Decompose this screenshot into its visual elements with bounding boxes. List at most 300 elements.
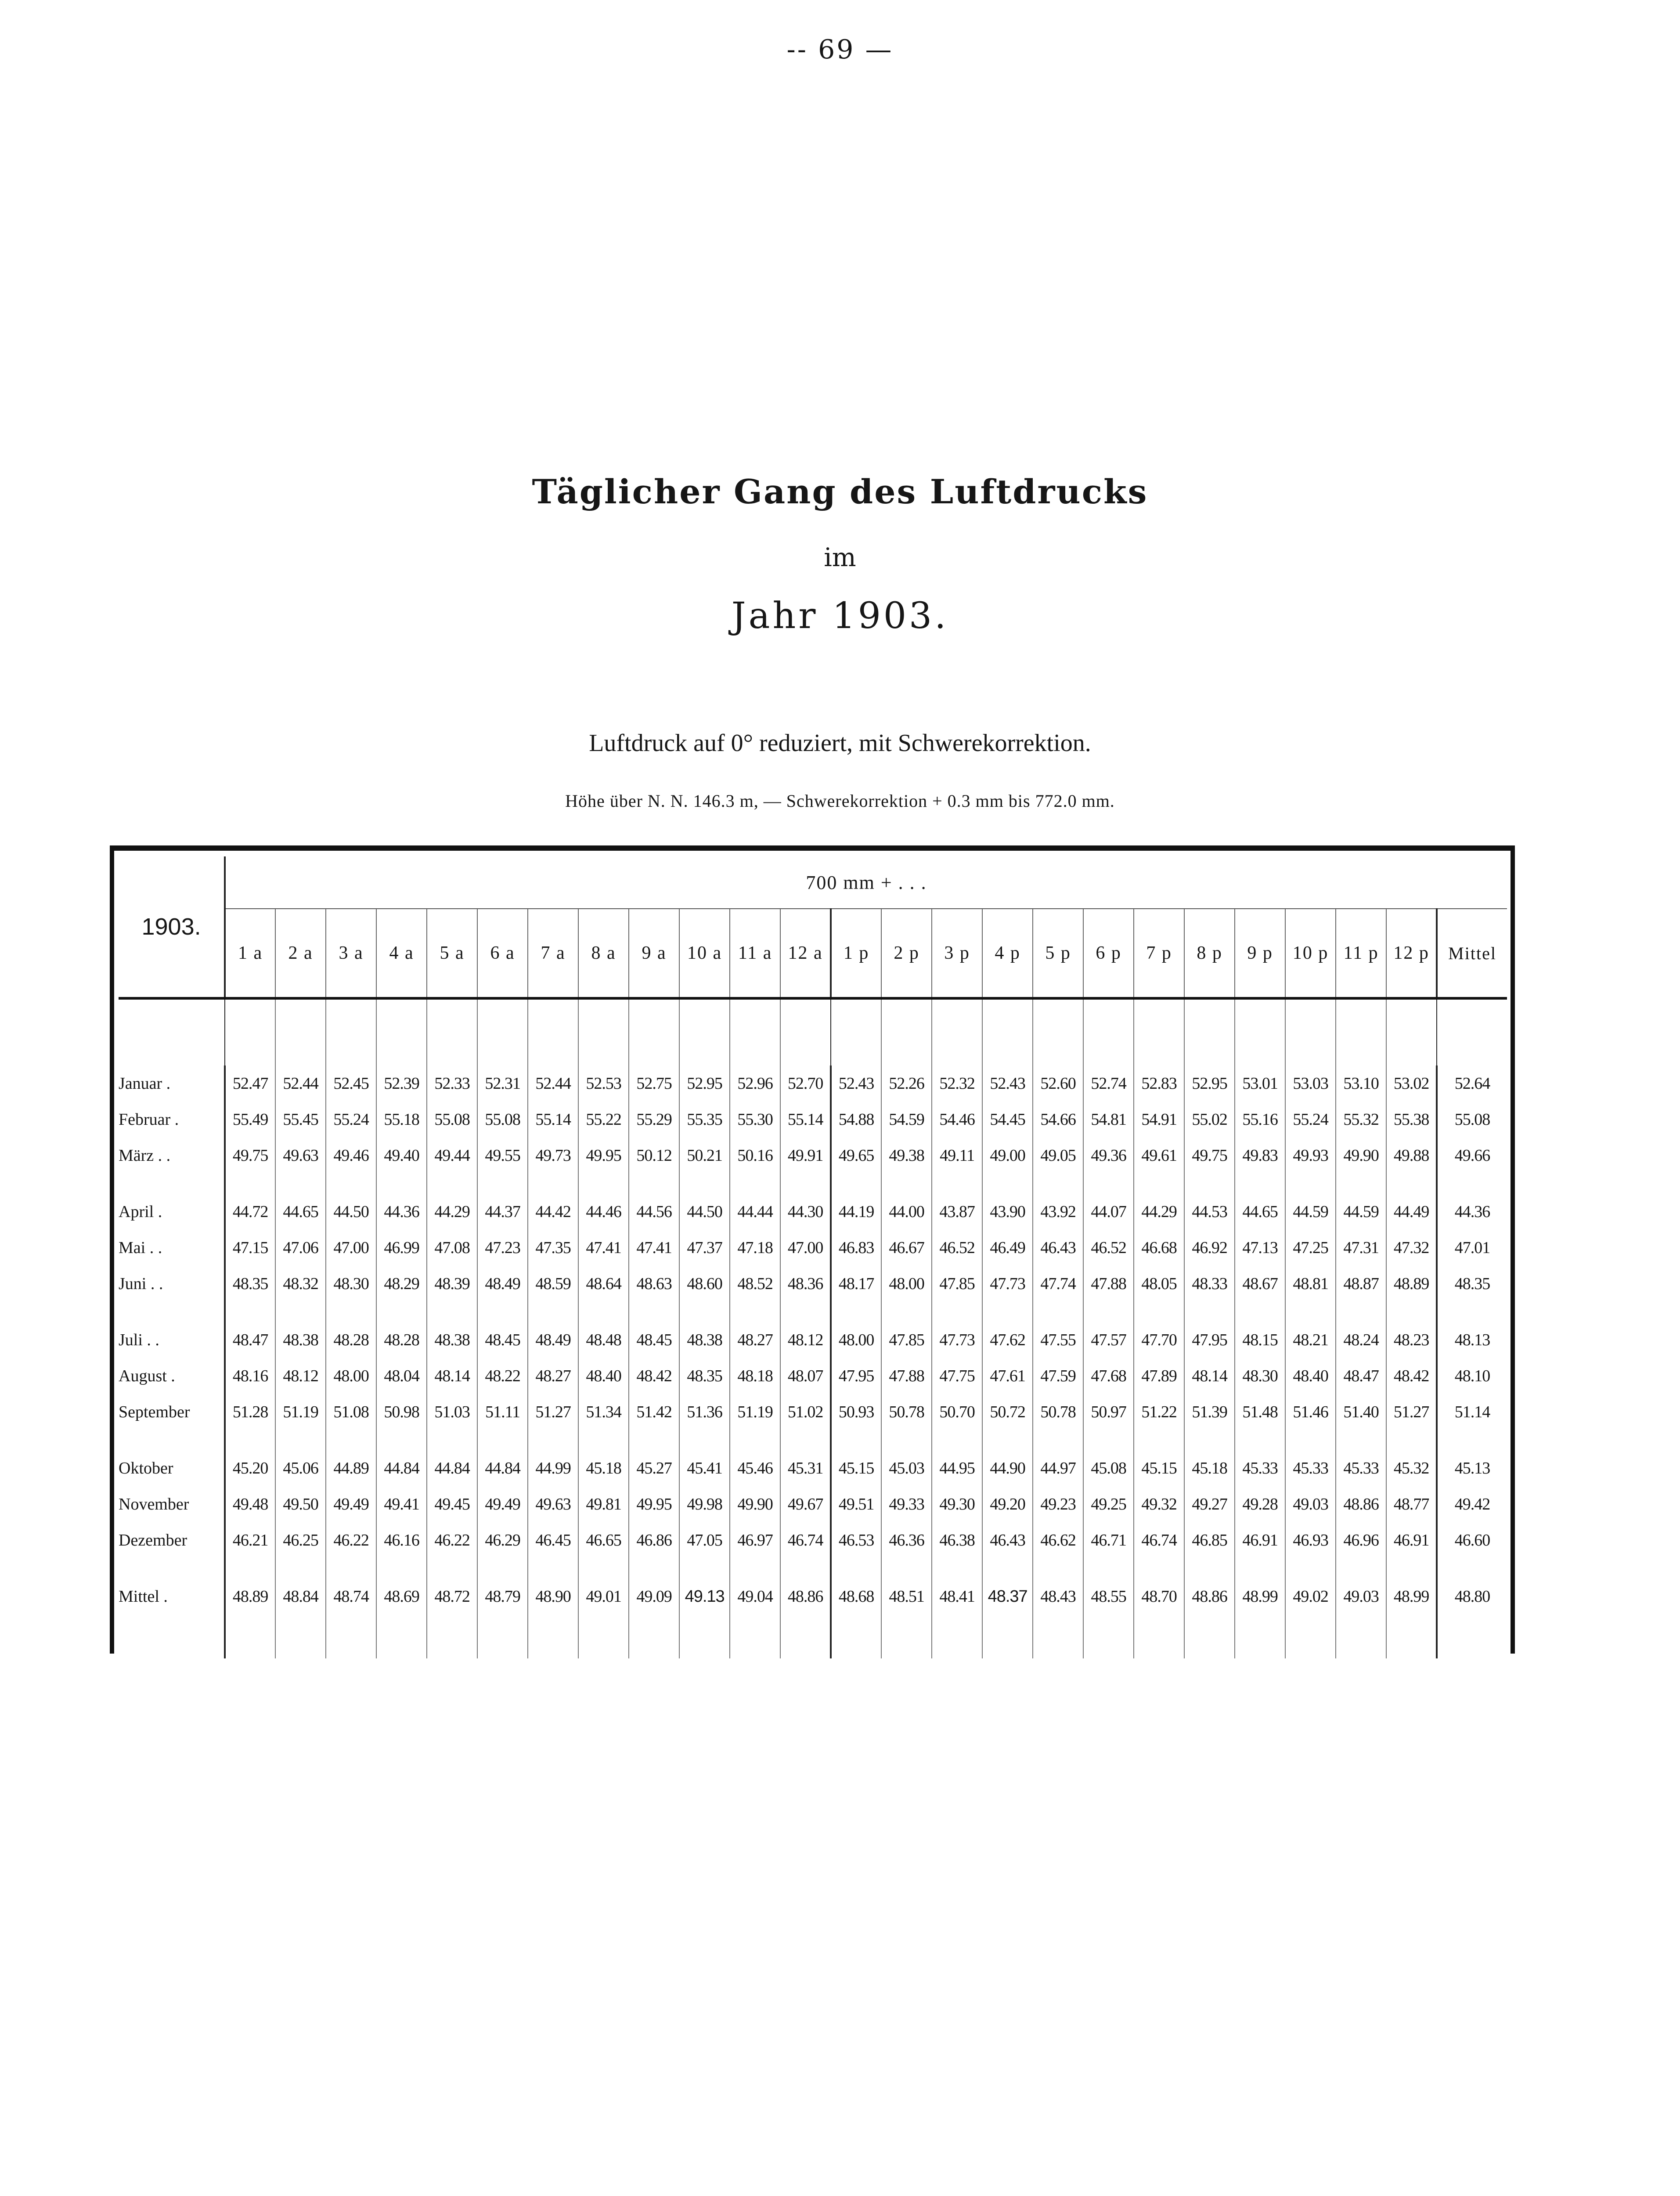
pressure-value: 47.00	[326, 1230, 376, 1266]
pressure-value: 48.89	[1386, 1266, 1437, 1302]
hour-header: 3 p	[932, 909, 982, 998]
pressure-value: 46.49	[982, 1230, 1033, 1266]
pressure-value: 49.73	[528, 1138, 578, 1174]
pressure-value: 48.99	[1235, 1578, 1285, 1614]
pressure-value: 46.52	[932, 1230, 982, 1266]
pressure-value: 55.45	[275, 1102, 326, 1138]
pressure-value: 44.36	[376, 1194, 427, 1230]
pressure-value: 44.72	[225, 1194, 275, 1230]
pressure-value: 52.53	[578, 1065, 629, 1102]
pressure-value: 46.62	[1033, 1522, 1083, 1558]
pressure-value: 49.49	[477, 1486, 528, 1522]
pressure-value: 49.75	[225, 1138, 275, 1174]
pressure-value: 50.72	[982, 1394, 1033, 1430]
pressure-value: 55.14	[528, 1102, 578, 1138]
pressure-value: 45.18	[578, 1450, 629, 1486]
pressure-value: 47.15	[225, 1230, 275, 1266]
month-label: Februar .	[119, 1110, 179, 1129]
pressure-value: 49.83	[1235, 1138, 1285, 1174]
pressure-value: 48.04	[376, 1358, 427, 1394]
mean-value: 48.35	[1437, 1266, 1507, 1302]
pressure-value: 48.45	[629, 1322, 679, 1358]
pressure-value: 49.41	[376, 1486, 427, 1522]
mean-value: 49.42	[1437, 1486, 1507, 1522]
pressure-value: 50.16	[730, 1138, 780, 1174]
pressure-value: 44.56	[629, 1194, 679, 1230]
pressure-value: 48.41	[932, 1578, 982, 1614]
pressure-value: 46.74	[1134, 1522, 1184, 1558]
pressure-value: 44.37	[477, 1194, 528, 1230]
pressure-value: 48.86	[1336, 1486, 1386, 1522]
pressure-value: 47.85	[881, 1322, 932, 1358]
pressure-value: 44.50	[679, 1194, 730, 1230]
month-label: Juni . .	[119, 1275, 163, 1293]
pressure-value: 47.85	[932, 1266, 982, 1302]
pressure-value: 44.44	[730, 1194, 780, 1230]
pressure-value: 48.40	[578, 1358, 629, 1394]
pressure-value: 48.22	[477, 1358, 528, 1394]
month-label: Mai . .	[119, 1239, 162, 1257]
pressure-value: 47.41	[578, 1230, 629, 1266]
pressure-value: 49.51	[831, 1486, 881, 1522]
pressure-value: 49.27	[1184, 1486, 1235, 1522]
pressure-value: 48.14	[1184, 1358, 1235, 1394]
pressure-value: 53.10	[1336, 1065, 1386, 1102]
pressure-value: 46.45	[528, 1522, 578, 1558]
pressure-value: 48.35	[225, 1266, 275, 1302]
hour-header: 10 p	[1285, 909, 1336, 998]
pressure-value: 54.88	[831, 1102, 881, 1138]
pressure-value: 52.95	[679, 1065, 730, 1102]
pressure-value: 45.15	[1134, 1450, 1184, 1486]
pressure-value: 50.70	[932, 1394, 982, 1430]
hour-header: 4 p	[982, 909, 1033, 998]
pressure-value: 44.49	[1386, 1194, 1437, 1230]
pressure-value: 47.25	[1285, 1230, 1336, 1266]
pressure-value: 49.00	[982, 1138, 1033, 1174]
pressure-value: 46.22	[427, 1522, 477, 1558]
pressure-value: 43.90	[982, 1194, 1033, 1230]
pressure-value: 52.39	[376, 1065, 427, 1102]
pressure-value: 44.29	[1134, 1194, 1184, 1230]
pressure-value: 45.08	[1083, 1450, 1134, 1486]
table-row	[119, 1450, 1507, 1486]
month-label: Dezember	[119, 1531, 187, 1549]
pressure-value: 48.60	[679, 1266, 730, 1302]
pressure-value: 46.21	[225, 1522, 275, 1558]
pressure-value: 45.18	[1184, 1450, 1235, 1486]
mean-value: 48.80	[1437, 1578, 1507, 1614]
pressure-value: 48.30	[1235, 1358, 1285, 1394]
pressure-value: 48.47	[1336, 1358, 1386, 1394]
pressure-value: 52.45	[326, 1065, 376, 1102]
pressure-value: 48.27	[730, 1322, 780, 1358]
pressure-value: 45.33	[1336, 1450, 1386, 1486]
pressure-value: 48.07	[780, 1358, 831, 1394]
pressure-value: 48.69	[376, 1578, 427, 1614]
hour-header: 5 p	[1033, 909, 1083, 998]
hour-header: 7 p	[1134, 909, 1184, 998]
pressure-value: 46.99	[376, 1230, 427, 1266]
pressure-value: 47.70	[1134, 1322, 1184, 1358]
pressure-value: 47.57	[1083, 1322, 1134, 1358]
pressure-value: 51.40	[1336, 1394, 1386, 1430]
pressure-value: 44.84	[427, 1450, 477, 1486]
pressure-value: 49.88	[1386, 1138, 1437, 1174]
pressure-value: 48.52	[730, 1266, 780, 1302]
pressure-value: 44.42	[528, 1194, 578, 1230]
pressure-value: 52.44	[528, 1065, 578, 1102]
pressure-value: 49.33	[881, 1486, 932, 1522]
pressure-value: 48.15	[1235, 1322, 1285, 1358]
pressure-value: 48.51	[881, 1578, 932, 1614]
pressure-value: 49.63	[275, 1138, 326, 1174]
pressure-value: 52.95	[1184, 1065, 1235, 1102]
pressure-value: 45.27	[629, 1450, 679, 1486]
pressure-value: 48.59	[528, 1266, 578, 1302]
pressure-value: 48.28	[326, 1322, 376, 1358]
pressure-value: 48.14	[427, 1358, 477, 1394]
pressure-value: 44.97	[1033, 1450, 1083, 1486]
pressure-value: 50.98	[376, 1394, 427, 1430]
mean-value: 49.66	[1437, 1138, 1507, 1174]
pressure-value: 55.14	[780, 1102, 831, 1138]
spacer-row	[119, 1558, 1507, 1578]
mean-value: 48.13	[1437, 1322, 1507, 1358]
pressure-value: 44.95	[932, 1450, 982, 1486]
pressure-value: 55.16	[1235, 1102, 1285, 1138]
pressure-value: 46.68	[1134, 1230, 1184, 1266]
pressure-value: 47.95	[1184, 1322, 1235, 1358]
pressure-value: 48.43	[1033, 1578, 1083, 1614]
pressure-value: 47.31	[1336, 1230, 1386, 1266]
pressure-value: 49.49	[326, 1486, 376, 1522]
pressure-value: 47.59	[1033, 1358, 1083, 1394]
pressure-value: 45.06	[275, 1450, 326, 1486]
hour-header: 8 a	[578, 909, 629, 998]
pressure-value: 47.62	[982, 1322, 1033, 1358]
pressure-value: 48.38	[275, 1322, 326, 1358]
pressure-value: 44.65	[275, 1194, 326, 1230]
pressure-value: 48.39	[427, 1266, 477, 1302]
pressure-value: 49.38	[881, 1138, 932, 1174]
pressure-table	[119, 856, 1507, 1658]
pressure-value: 52.96	[730, 1065, 780, 1102]
pressure-value: 54.45	[982, 1102, 1033, 1138]
hour-header: 12 a	[780, 909, 831, 998]
pressure-value: 49.93	[1285, 1138, 1336, 1174]
pressure-value: 49.30	[932, 1486, 982, 1522]
pressure-value: 48.00	[326, 1358, 376, 1394]
pressure-value: 51.22	[1134, 1394, 1184, 1430]
spacer-row	[119, 1302, 1507, 1322]
pressure-value: 46.16	[376, 1522, 427, 1558]
pressure-value: 55.30	[730, 1102, 780, 1138]
table-row	[119, 1322, 1507, 1358]
pressure-value: 48.55	[1083, 1578, 1134, 1614]
month-label: Mittel .	[119, 1587, 168, 1606]
pressure-value: 51.08	[326, 1394, 376, 1430]
pressure-value: 48.40	[1285, 1358, 1336, 1394]
pressure-value: 47.88	[881, 1358, 932, 1394]
pressure-value: 51.48	[1235, 1394, 1285, 1430]
pressure-value: 48.64	[578, 1266, 629, 1302]
pressure-value: 47.00	[780, 1230, 831, 1266]
pressure-value: 49.61	[1134, 1138, 1184, 1174]
pressure-value: 49.63	[528, 1486, 578, 1522]
unit-header: 700 mm + . . .	[225, 856, 1507, 909]
pressure-value: 48.89	[225, 1578, 275, 1614]
pressure-value: 44.84	[376, 1450, 427, 1486]
pressure-value: 44.84	[477, 1450, 528, 1486]
pressure-value: 48.86	[1184, 1578, 1235, 1614]
pressure-value: 46.91	[1386, 1522, 1437, 1558]
pressure-value: 52.44	[275, 1065, 326, 1102]
pressure-value: 47.73	[932, 1322, 982, 1358]
hour-header: 4 a	[376, 909, 427, 998]
pressure-value: 55.18	[376, 1102, 427, 1138]
pressure-value: 54.66	[1033, 1102, 1083, 1138]
pressure-value: 47.74	[1033, 1266, 1083, 1302]
hour-header: 12 p	[1386, 909, 1437, 998]
pressure-value: 48.24	[1336, 1322, 1386, 1358]
pressure-value: 48.29	[376, 1266, 427, 1302]
pressure-value: 48.36	[780, 1266, 831, 1302]
pressure-value: 51.42	[629, 1394, 679, 1430]
pressure-value: 49.20	[982, 1486, 1033, 1522]
pressure-value: 55.02	[1184, 1102, 1235, 1138]
pressure-value: 48.32	[275, 1266, 326, 1302]
pressure-value: 49.40	[376, 1138, 427, 1174]
pressure-value: 49.09	[629, 1578, 679, 1614]
pressure-value: 53.03	[1285, 1065, 1336, 1102]
pressure-value: 46.43	[1033, 1230, 1083, 1266]
title-connector: im	[824, 542, 856, 572]
pressure-value: 45.33	[1285, 1450, 1336, 1486]
pressure-value: 49.03	[1285, 1486, 1336, 1522]
pressure-value: 46.53	[831, 1522, 881, 1558]
table-row	[119, 1102, 1507, 1138]
title-year: Jahr 1903.	[731, 595, 949, 637]
pressure-value: 47.55	[1033, 1322, 1083, 1358]
pressure-value: 52.70	[780, 1065, 831, 1102]
hour-header: 11 a	[730, 909, 780, 998]
pressure-value: 55.35	[679, 1102, 730, 1138]
pressure-value: 48.42	[629, 1358, 679, 1394]
pressure-value: 50.12	[629, 1138, 679, 1174]
pressure-value: 48.79	[477, 1578, 528, 1614]
hour-header: 1 a	[225, 909, 275, 998]
month-label: April .	[119, 1203, 162, 1221]
pressure-value: 49.95	[578, 1138, 629, 1174]
pressure-value: 48.74	[326, 1578, 376, 1614]
pressure-value: 51.34	[578, 1394, 629, 1430]
pressure-value: 49.65	[831, 1138, 881, 1174]
hour-header: 3 a	[326, 909, 376, 998]
table-row	[119, 1266, 1507, 1302]
pressure-value: 48.49	[477, 1266, 528, 1302]
pressure-value: 49.03	[1336, 1578, 1386, 1614]
spacer-row	[119, 1614, 1507, 1658]
pressure-value: 49.81	[578, 1486, 629, 1522]
mean-value: 45.13	[1437, 1450, 1507, 1486]
pressure-value: 50.97	[1083, 1394, 1134, 1430]
pressure-value: 48.38	[679, 1322, 730, 1358]
pressure-value: 50.78	[881, 1394, 932, 1430]
pressure-value: 49.91	[780, 1138, 831, 1174]
pressure-value: 47.05	[679, 1522, 730, 1558]
pressure-value: 49.23	[1033, 1486, 1083, 1522]
pressure-value: 50.78	[1033, 1394, 1083, 1430]
pressure-value: 48.68	[831, 1578, 881, 1614]
hour-header: 9 a	[629, 909, 679, 998]
pressure-value: 44.89	[326, 1450, 376, 1486]
pressure-value: 46.22	[326, 1522, 376, 1558]
pressure-value: 46.97	[730, 1522, 780, 1558]
pressure-value: 47.37	[679, 1230, 730, 1266]
pressure-value: 44.65	[1235, 1194, 1285, 1230]
month-label: Januar .	[119, 1074, 171, 1093]
spacer-row	[119, 998, 1507, 1065]
pressure-value: 49.13	[679, 1578, 730, 1614]
pressure-value: 47.13	[1235, 1230, 1285, 1266]
table-row	[119, 1194, 1507, 1230]
pressure-value: 48.18	[730, 1358, 780, 1394]
pressure-value: 48.70	[1134, 1578, 1184, 1614]
pressure-value: 46.96	[1336, 1522, 1386, 1558]
table-row	[119, 1486, 1507, 1522]
pressure-value: 52.83	[1134, 1065, 1184, 1102]
pressure-value: 49.44	[427, 1138, 477, 1174]
pressure-value: 49.48	[225, 1486, 275, 1522]
pressure-value: 51.39	[1184, 1394, 1235, 1430]
pressure-value: 48.84	[275, 1578, 326, 1614]
pressure-value: 51.28	[225, 1394, 275, 1430]
pressure-value: 55.08	[427, 1102, 477, 1138]
pressure-value: 44.90	[982, 1450, 1033, 1486]
pressure-value: 49.36	[1083, 1138, 1134, 1174]
pressure-value: 48.49	[528, 1322, 578, 1358]
pressure-value: 53.01	[1235, 1065, 1285, 1102]
mean-value: 46.60	[1437, 1522, 1507, 1558]
pressure-value: 48.00	[881, 1266, 932, 1302]
month-label: März . .	[119, 1146, 171, 1165]
pressure-value: 44.30	[780, 1194, 831, 1230]
pressure-value: 47.75	[932, 1358, 982, 1394]
month-label: September	[119, 1403, 190, 1421]
pressure-value: 55.49	[225, 1102, 275, 1138]
pressure-value: 54.46	[932, 1102, 982, 1138]
pressure-value: 55.29	[629, 1102, 679, 1138]
pressure-value: 44.19	[831, 1194, 881, 1230]
pressure-value: 44.53	[1184, 1194, 1235, 1230]
pressure-value: 49.05	[1033, 1138, 1083, 1174]
pressure-value: 52.60	[1033, 1065, 1083, 1102]
pressure-value: 49.01	[578, 1578, 629, 1614]
spacer-row	[119, 1174, 1507, 1194]
pressure-value: 47.41	[629, 1230, 679, 1266]
pressure-value: 46.43	[982, 1522, 1033, 1558]
pressure-value: 44.99	[528, 1450, 578, 1486]
pressure-value: 48.63	[629, 1266, 679, 1302]
year-header: 1903.	[119, 856, 225, 998]
pressure-value: 47.89	[1134, 1358, 1184, 1394]
hour-header: 5 a	[427, 909, 477, 998]
hour-header: 7 a	[528, 909, 578, 998]
pressure-value: 47.08	[427, 1230, 477, 1266]
pressure-value: 47.32	[1386, 1230, 1437, 1266]
pressure-value: 48.21	[1285, 1322, 1336, 1358]
pressure-value: 48.00	[831, 1322, 881, 1358]
pressure-value: 44.59	[1336, 1194, 1386, 1230]
pressure-value: 50.21	[679, 1138, 730, 1174]
pressure-value: 55.32	[1336, 1102, 1386, 1138]
pressure-value: 49.46	[326, 1138, 376, 1174]
pressure-value: 49.90	[1336, 1138, 1386, 1174]
pressure-value: 46.25	[275, 1522, 326, 1558]
pressure-value: 47.06	[275, 1230, 326, 1266]
pressure-value: 52.33	[427, 1065, 477, 1102]
pressure-value: 49.98	[679, 1486, 730, 1522]
pressure-value: 51.27	[528, 1394, 578, 1430]
pressure-value: 46.74	[780, 1522, 831, 1558]
mean-value: 51.14	[1437, 1394, 1507, 1430]
pressure-value: 44.07	[1083, 1194, 1134, 1230]
hour-header: 6 p	[1083, 909, 1134, 998]
pressure-value: 48.45	[477, 1322, 528, 1358]
pressure-value: 46.65	[578, 1522, 629, 1558]
pressure-value: 47.88	[1083, 1266, 1134, 1302]
month-label: Oktober	[119, 1459, 173, 1477]
table-row	[119, 1138, 1507, 1174]
pressure-value: 45.33	[1235, 1450, 1285, 1486]
pressure-value: 46.29	[477, 1522, 528, 1558]
pressure-value: 49.75	[1184, 1138, 1235, 1174]
pressure-value: 49.50	[275, 1486, 326, 1522]
mean-value: 44.36	[1437, 1194, 1507, 1230]
pressure-value: 48.35	[679, 1358, 730, 1394]
table-row	[119, 1394, 1507, 1430]
hour-header: 2 a	[275, 909, 326, 998]
pressure-value: 52.47	[225, 1065, 275, 1102]
hour-header: 11 p	[1336, 909, 1386, 998]
pressure-value: 51.19	[275, 1394, 326, 1430]
pressure-value: 48.27	[528, 1358, 578, 1394]
table-row	[119, 1522, 1507, 1558]
hour-header: 10 a	[679, 909, 730, 998]
pressure-value: 49.55	[477, 1138, 528, 1174]
pressure-value: 48.38	[427, 1322, 477, 1358]
hour-header: 9 p	[1235, 909, 1285, 998]
pressure-value: 46.36	[881, 1522, 932, 1558]
pressure-value: 49.11	[932, 1138, 982, 1174]
pressure-value: 46.86	[629, 1522, 679, 1558]
pressure-value: 48.72	[427, 1578, 477, 1614]
pressure-value: 48.30	[326, 1266, 376, 1302]
pressure-value: 44.59	[1285, 1194, 1336, 1230]
pressure-value: 46.38	[932, 1522, 982, 1558]
pressure-value: 48.77	[1386, 1486, 1437, 1522]
pressure-value: 48.67	[1235, 1266, 1285, 1302]
pressure-value: 48.33	[1184, 1266, 1235, 1302]
pressure-value: 50.93	[831, 1394, 881, 1430]
pressure-value: 45.03	[881, 1450, 932, 1486]
mean-header: Mittel	[1437, 909, 1507, 998]
pressure-value: 55.08	[477, 1102, 528, 1138]
page-title: Täglicher Gang des Luftdrucks	[532, 472, 1148, 511]
pressure-value: 52.74	[1083, 1065, 1134, 1102]
pressure-value: 49.45	[427, 1486, 477, 1522]
